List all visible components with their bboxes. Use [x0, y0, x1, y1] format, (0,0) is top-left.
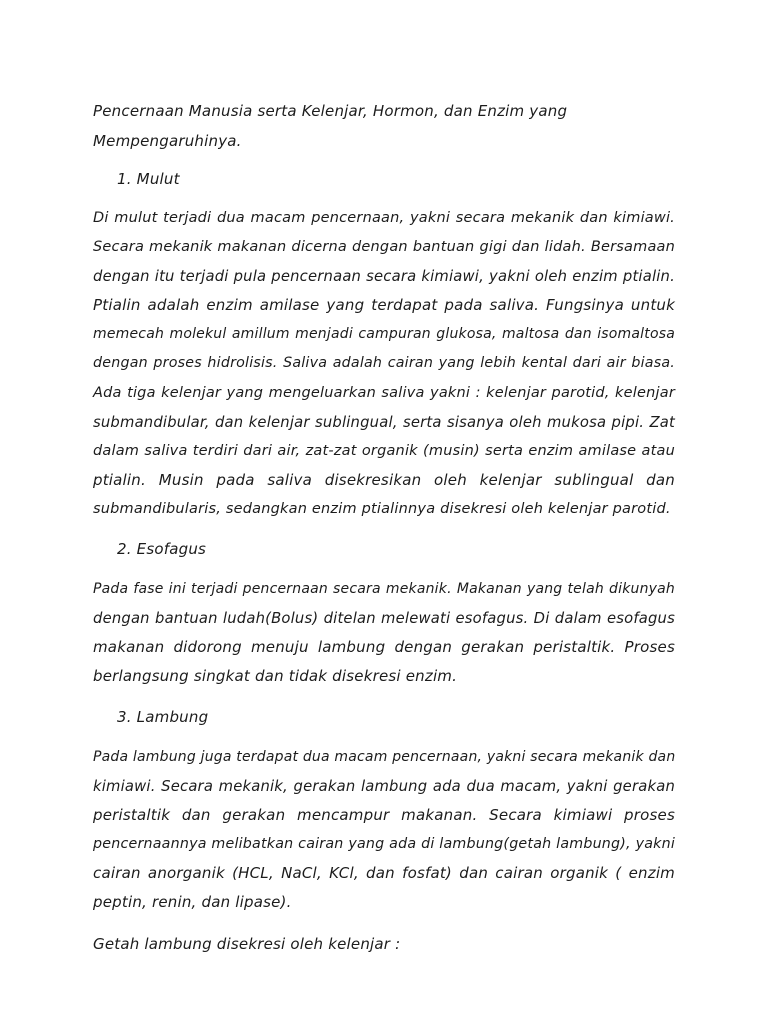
- closing-paragraph: [93, 930, 675, 959]
- text-line: peptin, renin, dan lipase).: [93, 893, 292, 912]
- text-line: Pada lambung juga terdapat dua macam pencernaan, yakni secara mekanik dan: [93, 749, 676, 765]
- section-body-esofagus: [93, 575, 675, 691]
- text-line: Getah lambung disekresi oleh kelenjar :: [93, 935, 401, 953]
- section-heading-esofagus: 2. Esofagus: [117, 540, 207, 558]
- text-line: Ada tiga kelenjar yang mengeluarkan saliva yakni : kelenjar parotid, kelenjar: [93, 384, 675, 401]
- text-line: dengan bantuan ludah(Bolus) ditelan melewati esofagus. Di dalam esofagus: [93, 610, 675, 628]
- section-heading-lambung: 3. Lambung: [117, 708, 209, 726]
- text-line: Secara mekanik makanan dicerna dengan bantuan gigi dan lidah. Bersamaan: [93, 239, 675, 256]
- text-line: memecah molekul amillum menjadi campuran glukosa, maltosa dan isomaltosa: [93, 326, 675, 343]
- text-line: cairan anorganik (HCL, NaCl, KCl, dan fosfat) dan cairan organik ( enzim: [93, 864, 675, 883]
- text-line: dalam saliva terdiri dari air, zat-zat organik (musin) serta enzim amilase atau: [93, 442, 675, 459]
- text-line: Di mulut terjadi dua macam pencernaan, yakni secara mekanik dan kimiawi.: [93, 210, 675, 226]
- text-line: Pada fase ini terjadi pencernaan secara mekanik. Makanan yang telah dikunyah: [93, 581, 675, 597]
- text-line: submandibular, dan kelenjar sublingual, serta sisanya oleh mukosa pipi. Zat: [93, 413, 675, 431]
- text-line: peristaltik dan gerakan mencampur makanan. Secara kimiawi proses: [93, 806, 675, 825]
- text-line: ptialin. Musin pada saliva disekresikan oleh kelenjar sublingual dan: [93, 470, 675, 489]
- text-line: makanan didorong menuju lambung dengan gerakan peristaltik. Proses: [93, 638, 675, 657]
- text-line: submandibularis, sedangkan enzim ptialinnya disekresi oleh kelenjar parotid.: [93, 500, 671, 517]
- section-heading-mulut: 1. Mulut: [117, 170, 180, 188]
- text-line: kimiawi. Secara mekanik, gerakan lambung ada dua macam, yakni gerakan: [93, 778, 675, 796]
- section-body-mulut: [93, 204, 675, 524]
- text-line: dengan proses hidrolisis. Saliva adalah cairan yang lebih kental dari air biasa.: [93, 355, 675, 372]
- title-line: Pencernaan Manusia serta Kelenjar, Hormon, dan Enzim yang: [93, 102, 568, 120]
- text-line: dengan itu terjadi pula pencernaan secara kimiawi, yakni oleh enzim ptialin.: [93, 268, 675, 286]
- text-line: Ptialin adalah enzim amilase yang terdapat pada saliva. Fungsinya untuk: [93, 296, 675, 315]
- text-line: pencernaannya melibatkan cairan yang ada di lambung(getah lambung), yakni: [93, 836, 675, 853]
- text-line: berlangsung singkat dan tidak disekresi enzim.: [93, 667, 458, 686]
- document-title: [93, 96, 693, 156]
- title-line: Mempengaruhinya.: [93, 132, 242, 150]
- section-body-lambung: [93, 743, 675, 918]
